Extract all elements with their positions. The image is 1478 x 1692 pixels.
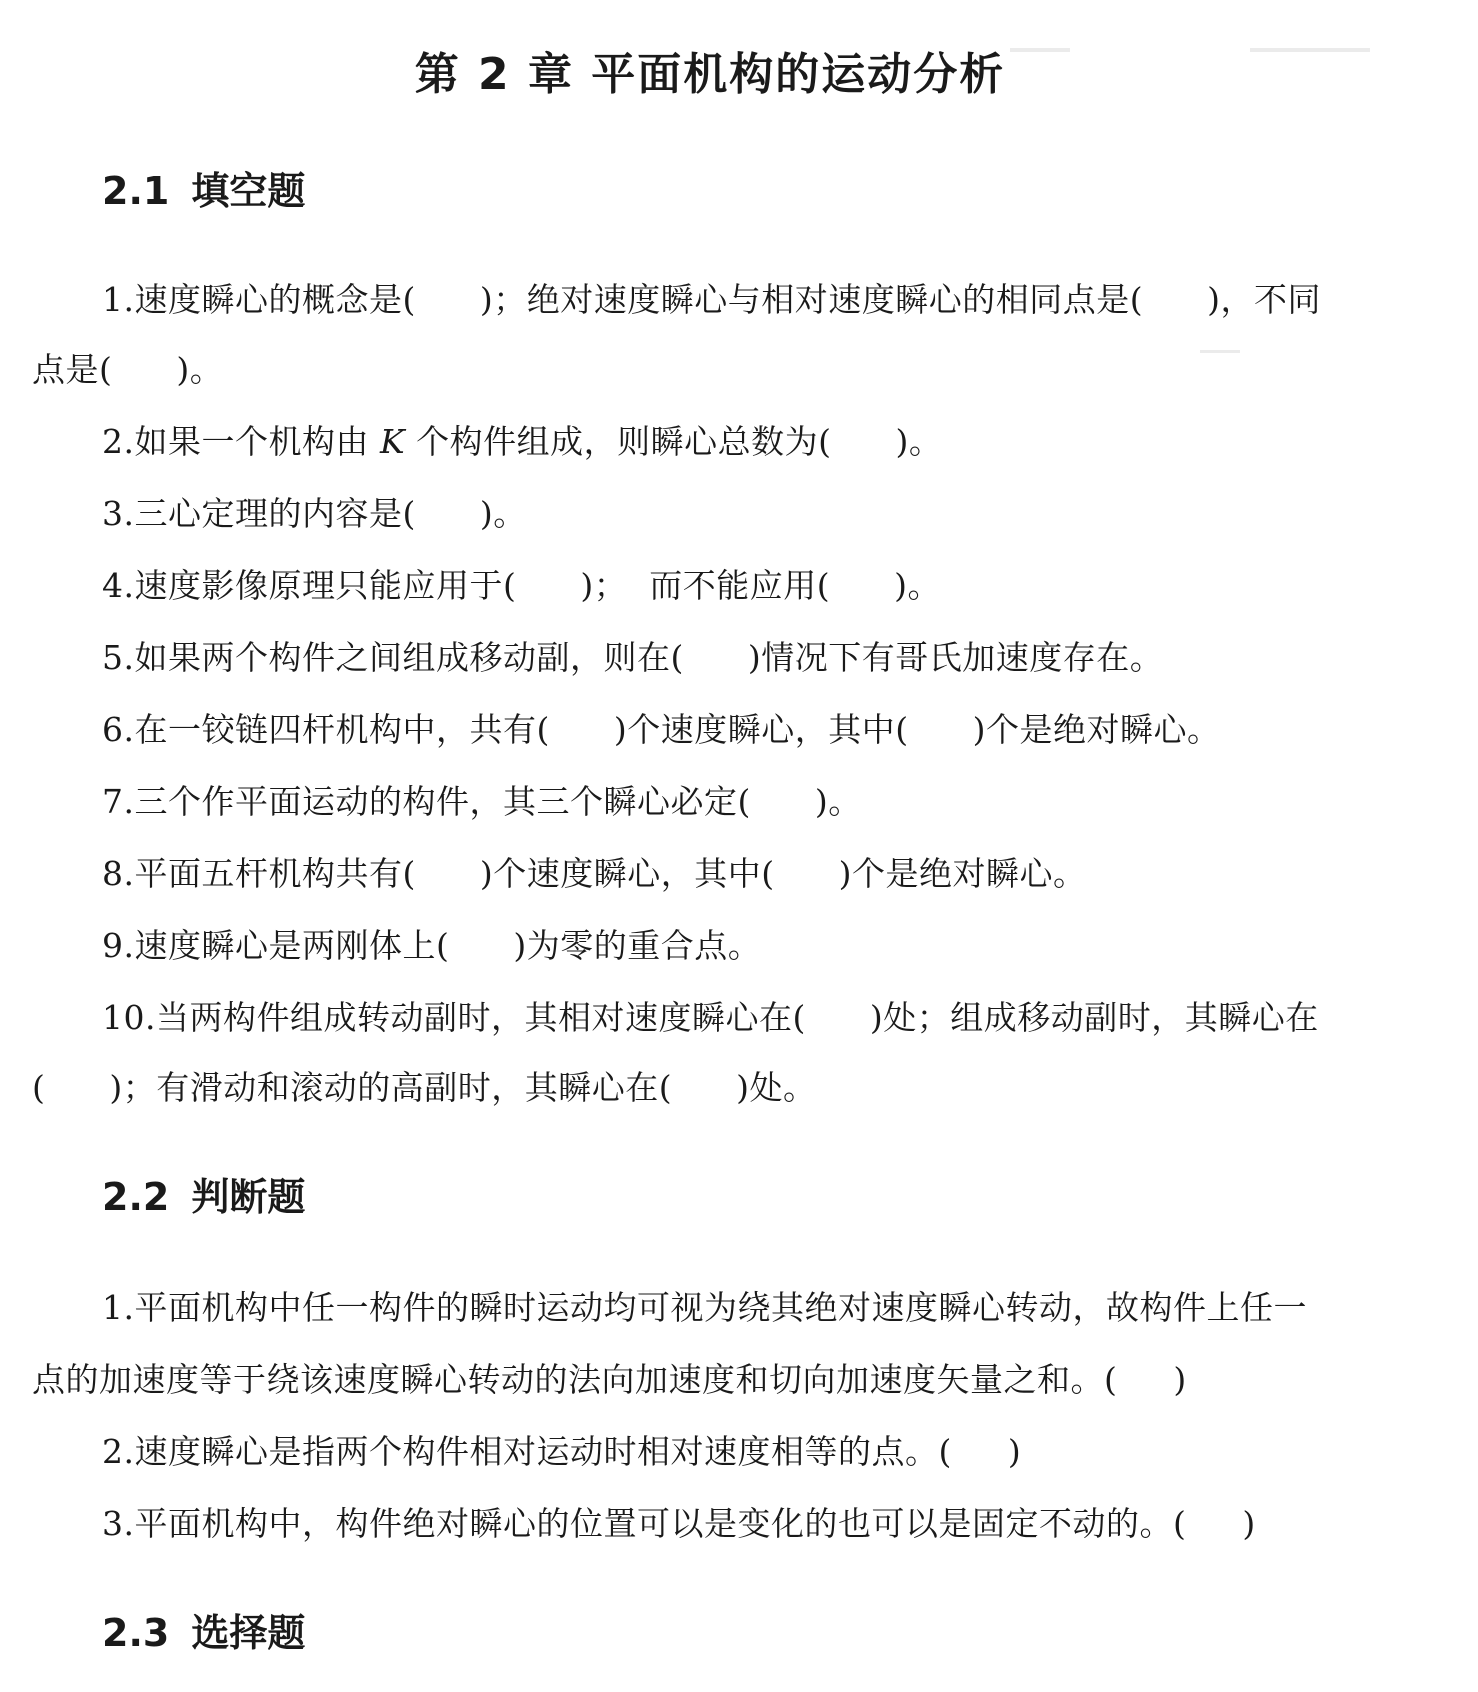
question-text: 2.如果一个机构由 <box>102 422 380 461</box>
question-text: 3.三心定理的内容是( <box>102 494 416 533</box>
question-text: 2.速度瞬心是指两个构件相对运动时相对速度相等的点。( <box>102 1432 952 1471</box>
fill-blank-q10-line1 <box>102 992 1319 1039</box>
question-text: )；绝对速度瞬心与相对速度瞬心的相同点是( <box>479 280 1144 319</box>
question-text: ) <box>1242 1504 1256 1543</box>
fill-blank-q4 <box>102 560 941 607</box>
question-text: 1.速度瞬心的概念是( <box>102 280 416 319</box>
question-text: ) <box>1007 1432 1022 1471</box>
true-false-q3 <box>102 1498 1256 1545</box>
fill-blank-q5 <box>102 632 1163 679</box>
fill-blank-q9 <box>102 920 761 967</box>
fill-blank-q10-line2 <box>32 1062 817 1109</box>
variable-k: K <box>379 422 406 461</box>
question-text: )处。 <box>736 1068 817 1107</box>
question-text: 7.三个作平面运动的构件，其三个瞬心必定( <box>102 782 751 821</box>
question-text: 点是( <box>32 350 113 389</box>
question-text: )； 而不能应用( <box>580 566 831 605</box>
scan-smudge <box>1250 48 1370 52</box>
question-text: 10.当两构件组成转动副时，其相对速度瞬心在( <box>102 998 806 1037</box>
section-title: 判断题 <box>191 1175 306 1219</box>
true-false-q1-line1 <box>102 1282 1307 1329</box>
section-title: 选择题 <box>191 1611 306 1655</box>
section-number: 2.3 <box>102 1611 170 1655</box>
scan-smudge <box>1010 48 1070 52</box>
question-text: )。 <box>895 422 943 461</box>
fill-blank-q1-line1 <box>102 274 1321 321</box>
question-text: )情况下有哥氏加速度存在。 <box>747 638 1164 677</box>
fill-blank-q7 <box>102 776 862 823</box>
true-false-q2 <box>102 1426 1021 1473</box>
question-text: 5.如果两个构件之间组成移动副，则在( <box>102 638 684 677</box>
question-text: 3.平面机构中，构件绝对瞬心的位置可以是变化的也可以是固定不动的。( <box>102 1504 1187 1543</box>
section-title: 填空题 <box>191 169 306 213</box>
question-text: )个是绝对瞬心。 <box>838 854 1087 893</box>
question-text: 个构件组成，则瞬心总数为( <box>405 422 832 461</box>
section-heading-multiple-choice <box>102 1602 305 1657</box>
question-text: ( <box>32 1068 46 1107</box>
question-text: 1.平面机构中任一构件的瞬时运动均可视为绕其绝对速度瞬心转动，故构件上任一 <box>102 1288 1307 1327</box>
question-text: 6.在一铰链四杆机构中，共有( <box>102 710 550 749</box>
question-text: 8.平面五杆机构共有( <box>102 854 416 893</box>
question-text: ) <box>1173 1360 1187 1399</box>
fill-blank-q2 <box>102 416 942 463</box>
question-text: )。 <box>814 782 862 821</box>
fill-blank-q8 <box>102 848 1087 895</box>
question-text: 9.速度瞬心是两刚体上( <box>102 926 450 965</box>
question-text: )。 <box>479 494 527 533</box>
fill-blank-q6 <box>102 704 1221 751</box>
question-text: )，不同 <box>1207 280 1321 319</box>
question-text: )个速度瞬心，其中( <box>613 710 909 749</box>
fill-blank-q3 <box>102 488 527 535</box>
section-number: 2.2 <box>102 1175 170 1219</box>
true-false-q1-line2 <box>32 1354 1187 1401</box>
question-text: )为零的重合点。 <box>513 926 762 965</box>
question-text: )个是绝对瞬心。 <box>972 710 1221 749</box>
scan-smudge <box>1200 350 1240 353</box>
section-heading-true-false <box>102 1166 305 1221</box>
question-text: )。 <box>894 566 941 605</box>
question-text: )个速度瞬心，其中( <box>479 854 775 893</box>
question-text: )处；组成移动副时，其瞬心在 <box>869 998 1319 1037</box>
section-number: 2.1 <box>102 169 170 213</box>
chapter-title: 第 2 章 平面机构的运动分析 <box>414 49 1006 100</box>
question-text: 点的加速度等于绕该速度瞬心转动的法向加速度和切向加速度矢量之和。( <box>32 1360 1118 1399</box>
section-heading-fill-blank <box>102 160 305 215</box>
question-text: 4.速度影像原理只能应用于( <box>102 566 517 605</box>
question-text: )。 <box>176 350 224 389</box>
question-text: )；有滑动和滚动的高副时，其瞬心在( <box>109 1068 673 1107</box>
fill-blank-q1-line2 <box>32 344 223 391</box>
